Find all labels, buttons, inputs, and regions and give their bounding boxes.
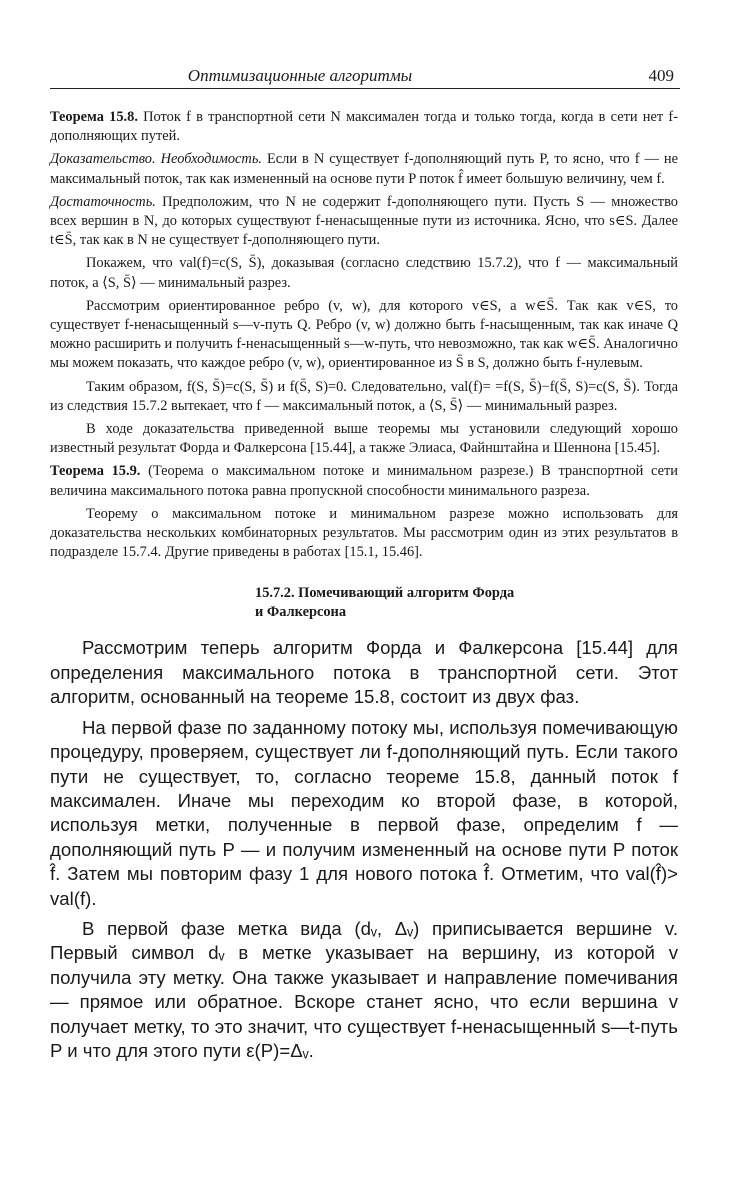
paragraph-course: В ходе доказательства приведенной выше теоремы мы установили следующий хорошо известный результат Форда и Фалкерсона [15.44], а также Элиаса, Файнштайна и Шеннона [15.45]. (50, 421, 678, 457)
running-head: Оптимизационные алгоритмы (187, 66, 413, 85)
theorem-15-9-text: (Теорема о максимальном потоке и минимальном разрезе.) В транспортной сети величина максимального потока равна пропускной способности минимального разреза. (50, 463, 678, 499)
large-paragraph-1: Рассмотрим теперь алгоритм Форда и Фалкерсона [15.44] для определения максимального потока в транспортной сети. Этот алгоритм, основанный на теореме 15.8, состоит из двух фаз. (50, 637, 678, 708)
proof-paragraph-consider: Рассмотрим ориентированное ребро (v, w), для которого v∈S, a w∈S̄. Так как v∈S, то существует f-ненасыщенный s—v-путь Q. Ребро (v, w) должно быть f-насыщенным, так как иначе Q можно расширить и получить f-ненасыщенный s—w-путь, что невозможно, так как w∈S̄. Аналогично мы можем показать, что каждое ребро (v, w), ориентированное из S̄ в S, должно быть f-нулевым. (50, 297, 678, 372)
proof-sufficiency-label: Достаточность. (50, 193, 156, 210)
large-print-section (50, 636, 678, 1063)
section-heading-line-2: и Фалкерсона (255, 604, 347, 621)
large-paragraph-3: В первой фазе метка вида (dᵥ, Δᵥ) приписывается вершине v. Первый символ dᵥ в метке указывает на вершину, из которой v получила эту метку. Она также указывает и направление помечивания — прямое или обратное. Вскоре станет ясно, что если вершина v получает метку, то это значит, что существует f-ненасыщенный s—t-путь P и что для этого пути ε(P)=Δᵥ. (50, 917, 678, 1061)
theorem-15-9 (50, 462, 678, 500)
paragraph-usage: Теорему о максимальном потоке и минимальном разрезе можно использовать для доказательства нескольких комбинаторных результатов. Мы рассмотрим один из этих результатов в подразделе 15.7.4. Другие приведены в работах [15.1, 15.46]. (50, 505, 678, 561)
page-body (50, 108, 678, 1063)
proof-sufficiency-text: Предположим, что N не содержит f-дополняющего пути. Пусть S — множество всех вершин в N, до которых существуют f-ненасыщенные пути из источника. Ясно, что s∈S. Далее t∈S̄, так как в N не существует f-дополняющего пути. (50, 193, 678, 249)
page-number: 409 (648, 66, 674, 85)
proof-sufficiency (50, 193, 678, 251)
proof-necessity-label: Доказательство. Необходимость. (50, 151, 262, 168)
theorem-15-8-label: Теорема 15.8. (50, 109, 138, 125)
large-paragraph-2: На первой фазе по заданному потоку мы, используя помечивающую процедуру, проверяем, существует ли f-дополняющий путь. Если такого пути не существует, то, согласно теореме 15.8, данный поток f максимален. Иначе мы переходим ко второй фазе, в которой, используя метки, полученные в первой фазе, определим f — дополняющий путь P — и получим измененный на основе пути P поток f̂. Затем мы повторим фазу 1 для нового потока f̂. Отметим, что val(f̂)> val(f). (50, 716, 678, 909)
proof-paragraph-show: Покажем, что val(f)=c(S, S̄), доказывая (согласно следствию 15.7.2), что f — максимальный поток, а ⟨S, S̄⟩ — минимальный разрез. (50, 255, 678, 291)
theorem-15-8-text: Поток f в транспортной сети N максимален тогда и только тогда, когда в сети нет f-дополняющих путей. (50, 109, 678, 145)
theorem-15-8 (50, 108, 678, 146)
proof-necessity (50, 150, 678, 188)
section-heading-line-1: 15.7.2. Помечивающий алгоритм Форда (255, 585, 515, 602)
section-heading (255, 584, 678, 622)
page-header (50, 62, 680, 89)
theorem-15-9-label: Теорема 15.9. (50, 463, 141, 480)
proof-paragraph-thus: Таким образом, f(S, S̄)=c(S, S̄) и f(S̄, S)=0. Следовательно, val(f)= =f(S, S̄)−f(S̄, S)=c(S, S̄). Тогда из следствия 15.7.2 вытекает, что f — максимальный поток, а ⟨S, S̄⟩ — минимальный разрез. (50, 378, 678, 414)
proof-necessity-text: Если в N существует f-дополняющий путь P, то ясно, что f — не максимальный поток, так как измененный на основе пути P поток f̂ имеет большую величину, чем f. (50, 151, 678, 187)
small-print-section (50, 108, 678, 562)
